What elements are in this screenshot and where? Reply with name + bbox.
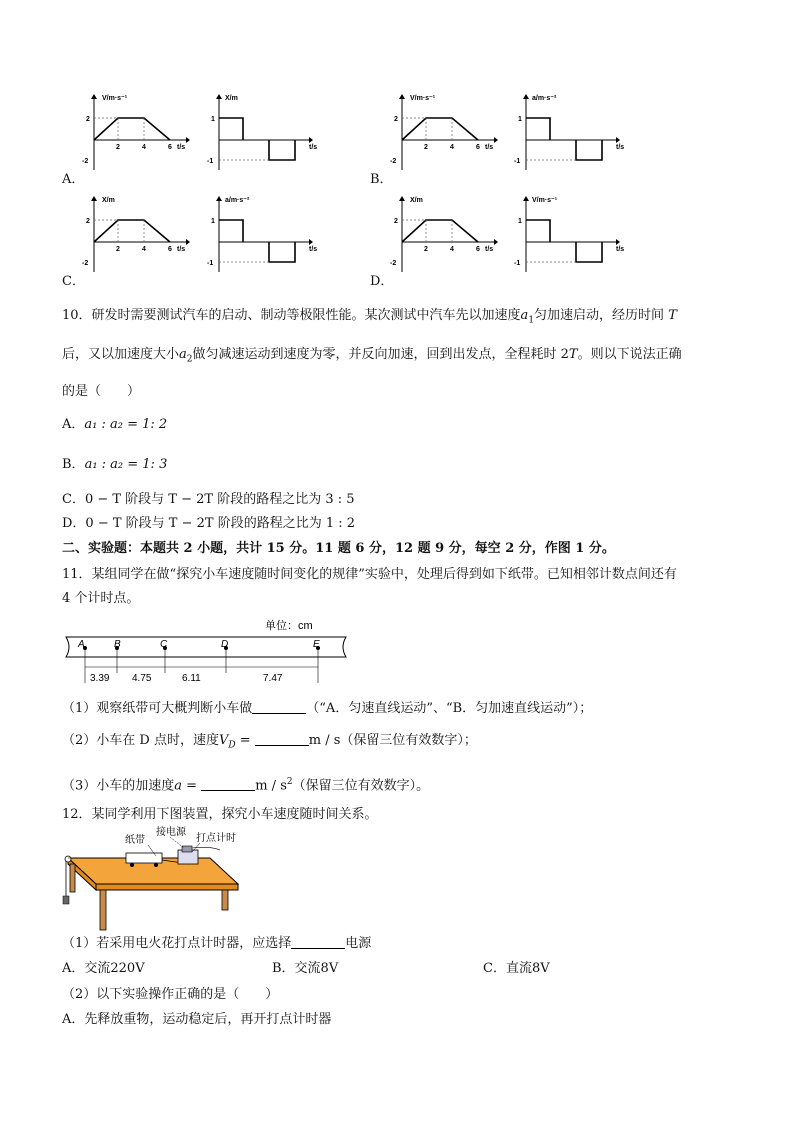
graph-xlabel: t/s — [177, 246, 186, 253]
dist-bc: 4.75 — [132, 673, 152, 684]
q11-line-2: 4 个计时点。 — [62, 591, 140, 606]
q10-line-2: 后，又以加速度大小$a_2$做匀减速运动到速度为零，并反向加速，回到出发点，全程耗时 2T。则以下说法正确 — [62, 347, 682, 365]
point-a: A — [78, 639, 85, 650]
graph-ylabel: X/m — [410, 197, 423, 204]
tick-y: 2 — [394, 218, 398, 225]
q10-option-d: D．0 − T 阶段与 T − 2T 阶段的路程之比为 1 : 2 — [62, 516, 356, 531]
tick-y: -2 — [82, 158, 89, 165]
option-c-graph-2 — [205, 194, 325, 274]
tick-y: 1 — [518, 116, 522, 123]
option-b-graph-2 — [512, 92, 632, 172]
answer-blank[interactable] — [291, 934, 345, 949]
tick-x: 4 — [142, 246, 146, 253]
graph-ylabel: a/m·s⁻² — [225, 197, 250, 204]
q10-line-1: 10．研发时需要测试汽车的启动、制动等极限性能。某次测试中汽车先以加速度$a_1$匀加速启动，经历时间 T — [62, 308, 677, 326]
option-a-letter: A． — [62, 172, 85, 187]
q11-sub-2: （2）小车在 D 点时，速度$V_D = m / s$（保留三位有效数字）； — [62, 733, 477, 751]
option-d-graph-1 — [390, 194, 500, 274]
q12-option-b: B．交流8V — [272, 961, 339, 976]
tick-y: 2 — [86, 116, 90, 123]
tick-y: 1 — [211, 218, 215, 225]
tick-x: 2 — [424, 246, 428, 253]
tick-x: 6 — [168, 144, 172, 151]
q12-sub-2: （2）以下实验操作正确的是（ ） — [62, 987, 279, 1002]
label-tape: 纸带 — [125, 835, 145, 846]
graph-ylabel: X/m — [102, 197, 115, 204]
label-power: 接电源 — [156, 827, 186, 838]
tick-y: 1 — [518, 218, 522, 225]
graph-xlabel: t/s — [485, 144, 494, 151]
tick-y: -1 — [207, 158, 214, 165]
dist-de: 7.47 — [263, 673, 283, 684]
graph-xlabel: t/s — [616, 246, 625, 253]
point-d: D — [221, 639, 229, 650]
graph-xlabel: t/s — [616, 144, 625, 151]
graph-ylabel: V/m·s⁻¹ — [410, 95, 436, 102]
apparatus-diagram — [60, 826, 240, 934]
tick-x: 4 — [450, 144, 454, 151]
q11-line-1: 11．某组同学在做“探究小车速度随时间变化的规律”实验中，处理后得到如下纸带。已知相邻计数点间还有 — [62, 567, 677, 582]
tick-x: 6 — [168, 246, 172, 253]
q12-line-1: 12．某同学利用下图装置，探究小车速度随时间关系。 — [62, 807, 378, 822]
tick-y: 1 — [211, 116, 215, 123]
q11-sub-1: （1）观察纸带可大概判断小车做 （“A．匀速直线运动”、“B．匀加速直线运动”）； — [62, 701, 593, 716]
paper-tape-diagram — [60, 615, 360, 690]
option-d-letter: D． — [370, 274, 394, 289]
tick-y: 2 — [86, 218, 90, 225]
graph-xlabel: t/s — [309, 246, 318, 253]
tick-x: 4 — [142, 144, 146, 151]
tick-x: 6 — [476, 246, 480, 253]
tick-x: 4 — [450, 246, 454, 253]
tick-x: 2 — [424, 144, 428, 151]
tick-x: 2 — [116, 246, 120, 253]
tick-y: -1 — [514, 158, 521, 165]
label-timer: 打点计时 — [196, 833, 236, 844]
q10-option-c: C．0 − T 阶段与 T − 2T 阶段的路程之比为 3 : 5 — [62, 492, 355, 507]
graph-xlabel: t/s — [485, 246, 494, 253]
graph-xlabel: t/s — [309, 144, 318, 151]
option-c-graph-1 — [82, 194, 192, 274]
tick-x: 2 — [116, 144, 120, 151]
answer-blank[interactable] — [255, 731, 309, 746]
dist-cd: 6.11 — [182, 673, 201, 684]
q10-option-a: A．a₁ : a₂ = 1: 2 — [62, 417, 168, 432]
option-b-graph-1 — [390, 92, 500, 172]
tick-y: -2 — [390, 158, 397, 165]
q12-sub-2-option-a: A．先释放重物，运动稳定后，再开打点计时器 — [62, 1012, 332, 1027]
option-a-graph-1 — [82, 92, 192, 172]
graph-xlabel: t/s — [177, 144, 186, 151]
graph-ylabel: V/m·s⁻¹ — [102, 95, 128, 102]
dist-ab: 3.39 — [90, 673, 110, 684]
graph-ylabel: a/m·s⁻² — [532, 95, 557, 102]
q12-option-a: A．交流220V — [62, 961, 145, 976]
q10-line-3: 的是（ ） — [62, 384, 141, 399]
q12-sub-1: （1）若采用电火花打点计时器，应选择 电源 — [62, 936, 372, 951]
tick-y: -1 — [514, 260, 521, 267]
q11-sub-3: （3）小车的加速度$a = m / s^2$（保留三位有效数字）。 — [62, 777, 430, 794]
tick-x: 6 — [476, 144, 480, 151]
option-a-graph-2 — [205, 92, 325, 172]
answer-blank[interactable] — [252, 699, 306, 714]
option-b-letter: B． — [370, 172, 393, 187]
q10-option-b: B．a₁ : a₂ = 1: 3 — [62, 457, 168, 472]
option-c-letter: C． — [62, 274, 85, 289]
point-c: C — [160, 639, 168, 650]
graph-ylabel: V/m·s⁻¹ — [532, 197, 558, 204]
option-d-graph-2 — [512, 194, 632, 274]
tick-y: -2 — [390, 260, 397, 267]
graph-ylabel: X/m — [225, 95, 238, 102]
tick-y: -2 — [82, 260, 89, 267]
tick-y: -1 — [207, 260, 214, 267]
point-b: B — [114, 639, 121, 650]
tick-y: 2 — [394, 116, 398, 123]
answer-blank[interactable] — [201, 776, 255, 791]
point-e: E — [313, 639, 320, 650]
q12-option-c: C．直流8V — [483, 961, 550, 976]
tape-unit: 单位：cm — [265, 620, 313, 632]
section-2-heading: 二、实验题：本题共 2 小题，共计 15 分。11 题 6 分，12 题 9 分，每空 2 分，作图 1 分。 — [62, 541, 615, 556]
